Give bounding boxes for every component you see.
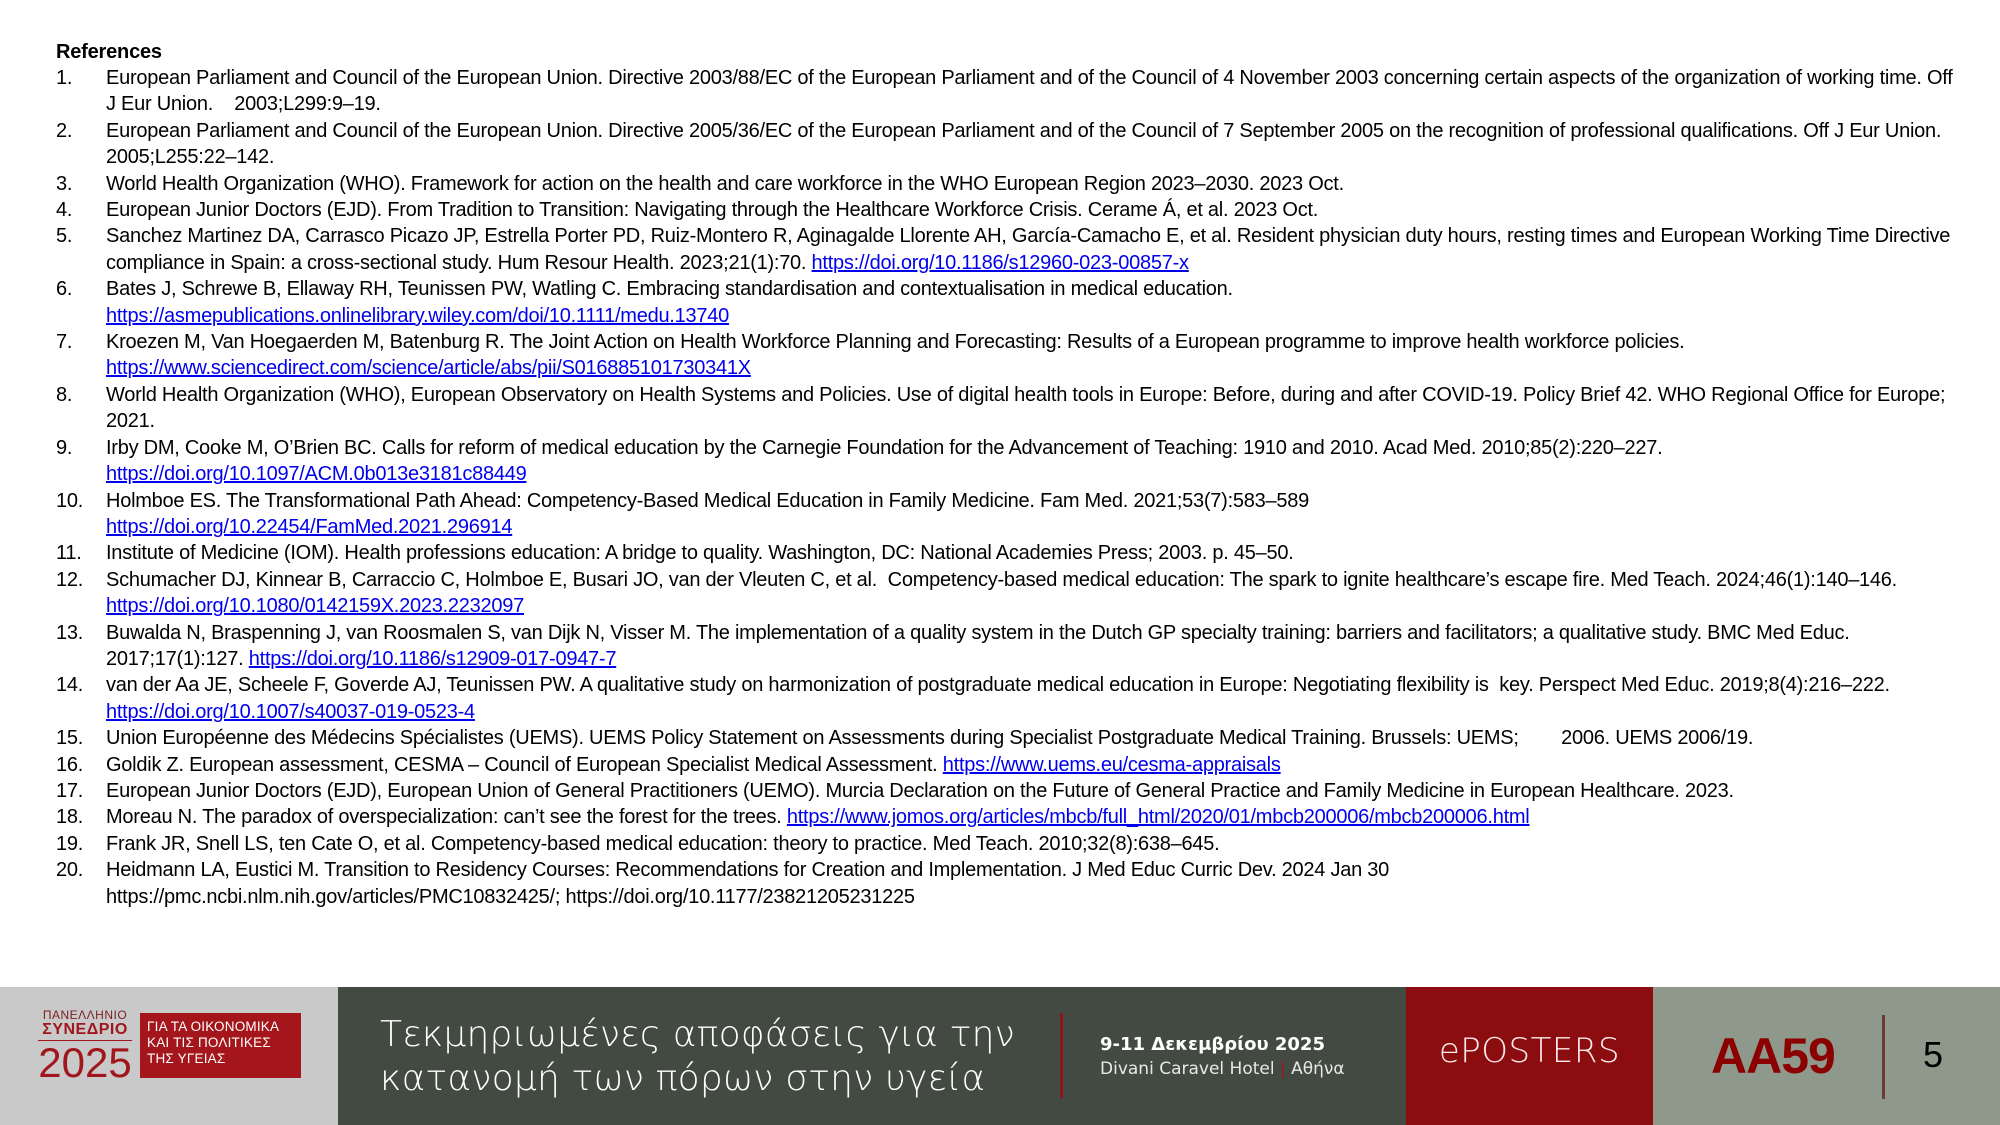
reference-link[interactable]: https://www.jomos.org/articles/mbcb/full_html/2020/01/mbcb200006/mbcb200006.html (786, 806, 1530, 829)
reference-text: Goldik Z. European assessment, CESMA – Council of European Specialist Medical Assessment. (106, 753, 943, 776)
reference-text: World Health Organization (WHO), European Observatory on Health Systems and Policies. Use of digital health tools in Europe: Before, during and after COVID-19. Policy Brief 42. WHO Regional Office for Europe; 2021. (106, 383, 1951, 433)
reference-text: Bates J, Schrewe B, Ellaway RH, Teunissen PW, Watling C. Embracing standardisation and contextualisation in medical education. (106, 278, 1233, 301)
conference-logo (38, 1009, 132, 1085)
reference-number: 13. (56, 621, 84, 644)
eposters-label: ePOSTERS (1438, 1031, 1621, 1071)
reference-link[interactable]: https://doi.org/10.22454/FamMed.2021.296914 (106, 515, 513, 538)
reference-text: European Parliament and Council of the European Union. Directive 2003/88/EC of the European Parliament and of the Council of 4 November 2003 concerning certain aspects of the organization of working time. Off J Eur Union. 2003;L299:9–19. (106, 67, 1958, 116)
reference-item (56, 778, 1956, 804)
reference-link[interactable]: https://doi.org/10.1186/s12960-023-00857-x (811, 251, 1189, 274)
reference-link[interactable]: https://asmepublications.onlinelibrary.wiley.com/doi/10.1111/medu.13740 (106, 304, 729, 327)
reference-item (56, 118, 1956, 171)
reference-item (56, 276, 1956, 329)
reference-number: 18. (56, 806, 84, 829)
reference-text: European Junior Doctors (EJD), European Union of General Practitioners (UEMO). Murcia Declaration on the Future of General Practice and Family Medicine in European Healthcare. 2023. (106, 779, 1734, 802)
reference-link[interactable]: https://doi.org/10.1007/s40037-019-0523-4 (106, 700, 475, 723)
reference-item (56, 65, 1956, 118)
reference-number: 5. (56, 225, 73, 248)
reference-text: Schumacher DJ, Kinnear B, Carraccio C, Holmboe E, Busari JO, van der Vleuten C, et al. Competency-based medical education: The spark to ignite healthcare’s escape fire. Med Teach. 2024;46(1):140–146. (106, 568, 1903, 591)
theme-line: Τεκμηριωμένες αποφάσεις για την (380, 1014, 1015, 1055)
reference-number: 12. (56, 568, 84, 591)
reference-number: 2. (56, 119, 73, 142)
vertical-divider (1060, 1013, 1063, 1098)
conference-theme-panel (338, 987, 1406, 1125)
reference-text: World Health Organization (WHO). Framework for action on the health and care workforce in the WHO European Region 2023–2030. 2023 Oct. (106, 172, 1344, 195)
theme-line: κατανομή των πόρων στην υγεία (380, 1058, 986, 1099)
logo-box-line: ΤΗΣ ΥΓΕΙΑΣ (147, 1051, 226, 1066)
page-number: 5 (1923, 1034, 1944, 1075)
reference-link[interactable]: https://doi.org/10.1080/0142159X.2023.2232097 (106, 595, 525, 618)
reference-number: 14. (56, 674, 84, 697)
references-section (56, 39, 1956, 910)
venue-city: Αθήνα (1291, 1059, 1345, 1079)
reference-text: European Junior Doctors (EJD). From Tradition to Transition: Navigating through the Healthcare Workforce Crisis. Cerame Á, et al. 2023 Oct. (106, 199, 1319, 222)
reference-number: 20. (56, 859, 84, 882)
reference-text: Union Européenne des Médecins Spécialistes (UEMS). UEMS Policy Statement on Assessments during Specialist Postgraduate Medical Training. Brussels: UEMS; 2006. UEMS 2006/19. (106, 727, 1754, 750)
reference-number: 1. (56, 67, 73, 89)
reference-number: 7. (56, 331, 73, 354)
vertical-divider (1882, 1015, 1885, 1099)
reference-text: Institute of Medicine (IOM). Health professions education: A bridge to quality. Washington, DC: National Academies Press; 2003. p. 45–50. (106, 542, 1294, 565)
reference-text: van der Aa JE, Scheele F, Goverde AJ, Teunissen PW. A qualitative study on harmonization of postgraduate medical education in Europe: Negotiating flexibility is key. Perspect Med Educ. 2019;8(4):216–222. (106, 674, 1896, 697)
reference-item (56, 831, 1956, 857)
reference-item (56, 672, 1956, 725)
reference-text: Sanchez Martinez DA, Carrasco Picazo JP, Estrella Porter PD, Ruiz-Montero R, Aginagalde Llorente AH, García-Camacho E, et al. Resident physician duty hours, resting times and European Working Time Directive compliance in Spain: a cross-sectional study. Hum Resour Health. 2023;21(1):70. (106, 225, 1956, 274)
reference-link[interactable]: https://doi.org/10.1186/s12909-017-0947-7 (248, 647, 617, 670)
reference-number: 8. (56, 383, 73, 406)
logo-box-line: ΓΙΑ ΤΑ ΟΙΚΟΝΟΜΙΚΑ (147, 1019, 280, 1034)
venue-name: Divani Caravel Hotel (1100, 1059, 1275, 1079)
reference-link[interactable]: https://www.sciencedirect.com/science/article/abs/pii/S016885101730341X (106, 357, 751, 380)
event-date: 9-11 Δεκεμβρίου 2025 (1100, 1034, 1325, 1055)
reference-link[interactable]: https://doi.org/10.1097/ACM.0b013e3181c88449 (106, 463, 527, 486)
reference-text: Buwalda N, Braspenning J, van Roosmalen S, van Dijk N, Visser M. The implementation of a quality system in the Dutch GP specialty training: barriers and facilitators; a qualitative study. BMC Med Educ. 2017;17(1):127. (106, 621, 1855, 670)
reference-number: 19. (56, 832, 84, 855)
reference-number: 6. (56, 278, 73, 301)
reference-number: 16. (56, 753, 84, 776)
reference-item (56, 567, 1956, 620)
reference-link[interactable]: https://www.uems.eu/cesma-appraisals (942, 753, 1281, 776)
eposters-panel (1406, 987, 1653, 1125)
reference-item (56, 197, 1956, 223)
reference-number: 4. (56, 199, 73, 222)
reference-number: 3. (56, 172, 73, 195)
poster-footer-banner (0, 987, 2000, 1125)
reference-text: Holmboe ES. The Transformational Path Ahead: Competency-Based Medical Education in Family Medicine. Fam Med. 2021;53(7):583–589 (106, 489, 1309, 512)
references-heading: References (56, 41, 162, 63)
reference-list (56, 65, 1956, 910)
reference-item (56, 857, 1956, 910)
reference-number: 15. (56, 727, 84, 750)
reference-item (56, 171, 1956, 197)
venue-separator: | (1279, 1059, 1286, 1079)
reference-text: Kroezen M, Van Hoegaerden M, Batenburg R. The Joint Action on Health Workforce Planning and Forecasting: Results of a European programme to improve health workforce policies. (106, 331, 1685, 354)
logo-line1: ΠΑΝΕΛΛΗΝΙΟ (42, 1008, 128, 1022)
reference-item (56, 804, 1956, 830)
reference-item (56, 488, 1956, 541)
reference-number: 17. (56, 779, 84, 802)
reference-text: European Parliament and Council of the European Union. Directive 2005/36/EC of the European Parliament and of the Council of 7 September 2005 on the recognition of professional qualifications. Off J Eur Union. 2005;L255:22–142. (106, 119, 1947, 169)
reference-number: 10. (56, 489, 84, 512)
reference-item (56, 540, 1956, 566)
reference-item (56, 382, 1956, 435)
reference-item (56, 620, 1956, 673)
event-venue (1100, 1057, 1345, 1081)
logo-year: 2025 (38, 1039, 132, 1086)
reference-item (56, 435, 1956, 488)
conference-theme (380, 1013, 1015, 1101)
reference-number: 11. (56, 542, 82, 565)
reference-item (56, 223, 1956, 276)
poster-code-panel (1653, 987, 2000, 1125)
logo-subtitle-box (140, 1013, 301, 1078)
reference-text: Irby DM, Cooke M, O’Brien BC. Calls for reform of medical education by the Carnegie Foundation for the Advancement of Teaching: 1910 and 2010. Acad Med. 2010;85(2):220–227. (106, 436, 1663, 459)
reference-item (56, 329, 1956, 382)
reference-number: 9. (56, 436, 73, 459)
reference-item (56, 752, 1956, 778)
reference-item (56, 725, 1956, 751)
logo-line2: ΣΥΝΕΔΡΙΟ (38, 1021, 132, 1041)
reference-text: Frank JR, Snell LS, ten Cate O, et al. Competency-based medical education: theory to practice. Med Teach. 2010;32(8):638–645. (106, 832, 1220, 855)
poster-code: AA59 (1711, 1028, 1835, 1084)
event-info (1100, 1033, 1345, 1081)
reference-text: Heidmann LA, Eustici M. Transition to Residency Courses: Recommendations for Creation and Implementation. J Med Educ Curric Dev. 2024 Jan 30 https://pmc.ncbi.nlm.nih.gov/articles/PMC10832425/; https://doi.org/10.1177/23821205231225 (106, 859, 1390, 908)
logo-box-line: ΚΑΙ ΤΙΣ ΠΟΛΙΤΙΚΕΣ (147, 1035, 271, 1050)
reference-text: Moreau N. The paradox of overspecialization: can’t see the forest for the trees. (106, 806, 787, 829)
conference-logo-panel (0, 987, 338, 1125)
